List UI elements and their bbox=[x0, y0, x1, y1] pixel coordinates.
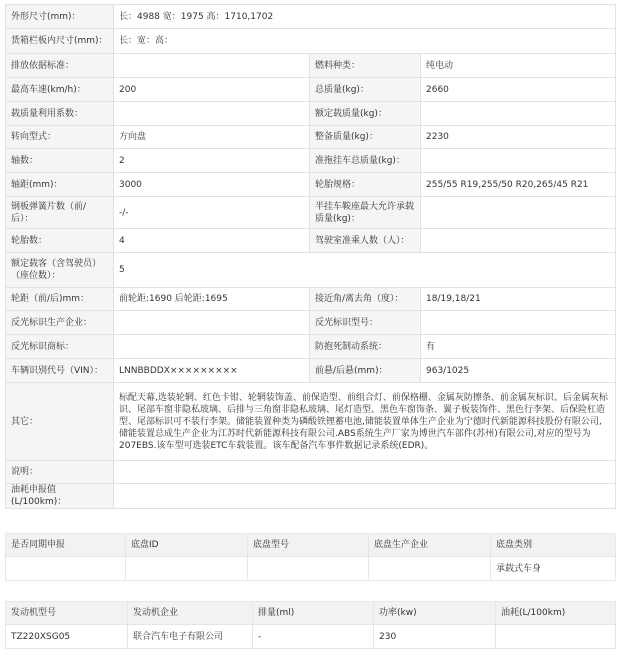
chassis-cell bbox=[6, 557, 126, 581]
spec-row-abs bbox=[6, 335, 616, 359]
spec-row-reflector bbox=[6, 311, 616, 335]
spec-row-emission bbox=[6, 54, 616, 78]
track-value: 前轮距:1690 后轮距:1695 bbox=[114, 288, 310, 311]
overhang-label: 前悬/后悬(mm)： bbox=[310, 359, 421, 383]
total-mass-label: 总质量(kg)： bbox=[310, 78, 421, 102]
chassis-table bbox=[5, 533, 616, 581]
spec-row-springs bbox=[6, 197, 616, 229]
spec-row-wheelbase bbox=[6, 173, 616, 197]
chassis-cell bbox=[369, 557, 491, 581]
axles-value: 2 bbox=[114, 149, 310, 173]
engine-cell bbox=[496, 625, 616, 649]
angle-value: 18/19,18/21 bbox=[421, 288, 616, 311]
chassis-cell bbox=[248, 557, 369, 581]
emission-label: 排放依据标准： bbox=[6, 54, 114, 78]
reflector-maker-value bbox=[114, 311, 310, 335]
track-label: 轮距（前/后)mm： bbox=[6, 288, 114, 311]
chassis-col-header: 是否同期申报 bbox=[6, 534, 126, 557]
saddle-load-value bbox=[421, 197, 616, 229]
curb-mass-value: 2230 bbox=[421, 126, 616, 149]
tire-count-value: 4 bbox=[114, 229, 310, 253]
chassis-header-row bbox=[6, 534, 616, 557]
spec-row-vin bbox=[6, 359, 616, 383]
cab-passengers-value bbox=[421, 229, 616, 253]
spec-row-tire-count bbox=[6, 229, 616, 253]
vehicle-spec-table bbox=[5, 4, 616, 509]
chassis-cell: 承载式车身 bbox=[491, 557, 616, 581]
fuel-report-label: 油耗申报值(L/100km)： bbox=[6, 484, 114, 509]
engine-cell: 230 bbox=[374, 625, 496, 649]
reflector-model-value bbox=[421, 311, 616, 335]
spec-row-fuel-report bbox=[6, 484, 616, 509]
trailer-mass-label: 准拖挂车总质量(kg)： bbox=[310, 149, 421, 173]
chassis-cell bbox=[126, 557, 248, 581]
table-row bbox=[6, 625, 616, 649]
tire-spec-label: 轮胎规格： bbox=[310, 173, 421, 197]
load-coef-value bbox=[114, 102, 310, 126]
dimensions-value: 长：4988 宽：1975 高：1710,1702 bbox=[114, 5, 616, 29]
tire-count-label: 轮胎数： bbox=[6, 229, 114, 253]
other-value: 标配天幕,选装轮辋、红色卡钳、轮辋装饰盖、前保造型、前组合灯、前保格栅、金属灰防擦条、前金属灰标识、后金属灰标识、尾部车窗非隐私玻璃、后排与三角窗非隐私玻璃、尾灯造型、黑色车窗饰条、翼子板装饰件、黑色行李架、后保险杠造型、尾部标识可不装行李架。储能装置种类为磷酸铁锂蓄电池,储能装置单体生产企业为宁德时代新能源科技股份有限公司,储能装置总成生产企业为江苏时代新能源科技有限公司.ABS系统生产厂家为博世汽车部件(苏州)有限公司,对应的型号为207EBS.该车型可选装ETC车载装置。该车配备汽车事件数据记录系统(EDR)。 bbox=[114, 383, 616, 461]
vin-label: 车辆识别代号（VIN）： bbox=[6, 359, 114, 383]
spec-row-other bbox=[6, 383, 616, 461]
total-mass-value: 2660 bbox=[421, 78, 616, 102]
trailer-mass-value bbox=[421, 149, 616, 173]
wheelbase-value: 3000 bbox=[114, 173, 310, 197]
engine-col-header: 油耗(L/100km) bbox=[496, 602, 616, 625]
springs-label: 钢板弹簧片数（前/后）： bbox=[6, 197, 114, 229]
spec-row-seats bbox=[6, 253, 616, 288]
overhang-value: 963/1025 bbox=[421, 359, 616, 383]
dimensions-label: 外形尺寸(mm)： bbox=[6, 5, 114, 29]
fuel-type-label: 燃料种类： bbox=[310, 54, 421, 78]
chassis-col-header: 底盘型号 bbox=[248, 534, 369, 557]
engine-col-header: 发动机型号 bbox=[6, 602, 128, 625]
engine-col-header: 排量(ml) bbox=[253, 602, 374, 625]
engine-cell: TZ220XSG05 bbox=[6, 625, 128, 649]
spec-row-cargo bbox=[6, 29, 616, 54]
chassis-col-header: 底盘生产企业 bbox=[369, 534, 491, 557]
abs-value: 有 bbox=[421, 335, 616, 359]
wheelbase-label: 轴距(mm)： bbox=[6, 173, 114, 197]
emission-value bbox=[114, 54, 310, 78]
spec-row-speed bbox=[6, 78, 616, 102]
reflector-brand-value bbox=[114, 335, 310, 359]
curb-mass-label: 整备质量(kg)： bbox=[310, 126, 421, 149]
chassis-col-header: 底盘类别 bbox=[491, 534, 616, 557]
fuel-report-value bbox=[114, 484, 616, 509]
steering-value: 方向盘 bbox=[114, 126, 310, 149]
cargo-dims-label: 货箱栏板内尺寸(mm)： bbox=[6, 29, 114, 54]
max-speed-label: 最高车速(km/h)： bbox=[6, 78, 114, 102]
tire-spec-value: 255/55 R19,255/50 R20,265/45 R21 bbox=[421, 173, 616, 197]
reflector-model-label: 反光标识型号： bbox=[310, 311, 421, 335]
engine-table bbox=[5, 601, 616, 649]
saddle-load-label: 半挂车鞍座最大允许承载质量(kg)： bbox=[310, 197, 421, 229]
seats-value: 5 bbox=[114, 253, 616, 288]
load-coef-label: 载质量利用系数： bbox=[6, 102, 114, 126]
engine-col-header: 功率(kw) bbox=[374, 602, 496, 625]
seats-label: 额定载客（含驾驶员）（座位数）： bbox=[6, 253, 114, 288]
engine-header-row bbox=[6, 602, 616, 625]
reflector-brand-label: 反光标识商标： bbox=[6, 335, 114, 359]
axles-label: 轴数： bbox=[6, 149, 114, 173]
spec-row-axles bbox=[6, 149, 616, 173]
springs-value: -/- bbox=[114, 197, 310, 229]
other-label: 其它： bbox=[6, 383, 114, 461]
steering-label: 转向型式： bbox=[6, 126, 114, 149]
rated-load-value bbox=[421, 102, 616, 126]
chassis-col-header: 底盘ID bbox=[126, 534, 248, 557]
spec-row-note bbox=[6, 461, 616, 484]
engine-cell: 联合汽车电子有限公司 bbox=[128, 625, 253, 649]
rated-load-label: 额定载质量(kg)： bbox=[310, 102, 421, 126]
angle-label: 接近角/离去角（度）： bbox=[310, 288, 421, 311]
spec-row-steering bbox=[6, 126, 616, 149]
engine-col-header: 发动机企业 bbox=[128, 602, 253, 625]
vin-value: LNNBBDDX××××××××× bbox=[114, 359, 310, 383]
abs-label: 防抱死制动系统： bbox=[310, 335, 421, 359]
max-speed-value: 200 bbox=[114, 78, 310, 102]
spec-row-track bbox=[6, 288, 616, 311]
reflector-maker-label: 反光标识生产企业： bbox=[6, 311, 114, 335]
spec-row-load bbox=[6, 102, 616, 126]
table-row bbox=[6, 557, 616, 581]
cargo-dims-value: 长：宽：高： bbox=[114, 29, 616, 54]
spec-row-dimensions bbox=[6, 5, 616, 29]
cab-passengers-label: 驾驶室准乘人数（人）： bbox=[310, 229, 421, 253]
note-label: 说明： bbox=[6, 461, 114, 484]
note-value bbox=[114, 461, 616, 484]
engine-cell: - bbox=[253, 625, 374, 649]
fuel-type-value: 纯电动 bbox=[421, 54, 616, 78]
